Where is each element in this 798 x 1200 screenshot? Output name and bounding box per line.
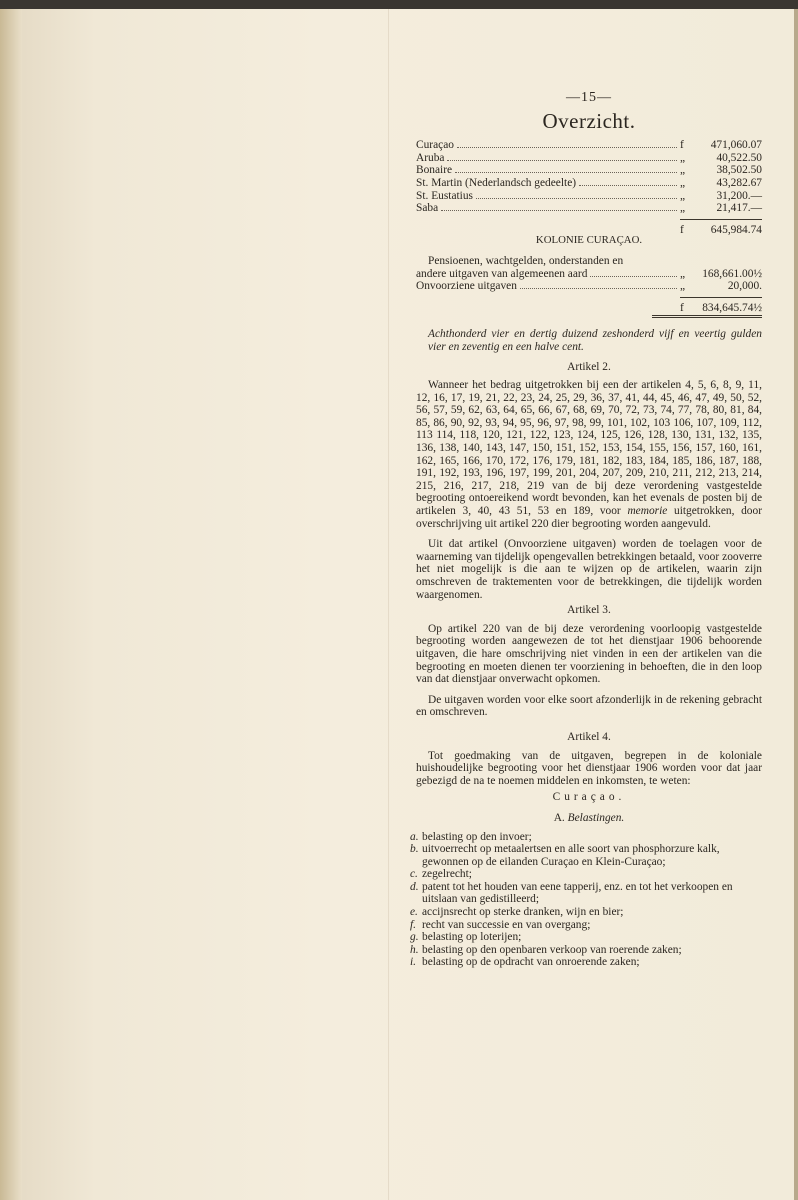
article-2-text-a: Wanneer het bedrag uitgetrokken bij een der artikelen 4, 5, 6, 8, 9, 11, 12, 16, 17, 19, 21, 22, 23, 24, 25, 29, 36, 37, 41, 44, 45, 46, 47, 49, 50, 52, 56, 57, 59, 62, 63, 64, 65, 66, 67, 68, 69, 70, 72, 73, 74, 77, 78, 80, 81, 84, 85, 86, 90, 92, 93, 94, 95, 96, 97, 98, 99, 101, 102, 103 106, 107, 109, 112, 113 114, 118, 120, 121, 122, 123, 124, 125, 126, 128, 130, 131, 132, 135, 136, 138, 140, 143, 147, 150, 151, 152, 153, 154, 155, 156, 157, 160, 161, 162, 165, 166, 170, 172, 176, 179, 181, 182, 183, 184, 185, 186, 187, 188, 191, 192, 193, 196, 197, 199, 201, 204, 207, 209, 210, 211, 212, 213, 214, 215, 216, 217, 218, 219 van de bij deze verordening vastgestelde begrooting ontoereikend wordt bevonden, kan het evenals de posten bij de artikelen 3, 40, 43 51, 53 en 189, voor	[416, 379, 762, 518]
currency-sign: „	[680, 164, 686, 177]
list-item	[410, 918, 762, 932]
currency-sign: f	[680, 301, 684, 314]
overview-label: Aruba	[416, 151, 445, 164]
article-3-heading: Artikel 3.	[567, 604, 611, 617]
sum-rule	[680, 219, 762, 220]
overview-amount: 21,417.—	[716, 202, 762, 215]
list-text: belasting op loterijen;	[422, 931, 522, 944]
grand-total-row	[416, 302, 762, 315]
list-letter: g.	[410, 931, 419, 944]
unforeseen-amount: 20,000.	[727, 280, 762, 293]
colony-heading: KOLONIE CURAÇAO.	[535, 234, 643, 247]
grand-total: 834,645.74½	[702, 301, 762, 314]
colony-table	[416, 255, 762, 318]
overview-row	[416, 139, 762, 152]
overview-row	[416, 177, 762, 190]
tax-list	[410, 830, 762, 970]
overview-amount: 38,502.50	[716, 164, 762, 177]
overview-row	[416, 202, 762, 215]
page-number: —15—	[566, 90, 612, 105]
section-title: Belastingen.	[567, 811, 625, 824]
currency-sign: f	[680, 139, 684, 152]
overview-amount: 471,060.07	[710, 139, 762, 152]
overview-label: Curaçao	[416, 139, 454, 152]
currency-sign: „	[680, 151, 686, 164]
overview-row	[416, 152, 762, 165]
overview-label: St. Martin (Nederlandsch gedeelte)	[416, 176, 577, 189]
unforeseen-label: Onvoorziene uitgaven	[416, 280, 517, 293]
sum-rule	[680, 297, 762, 298]
currency-sign: „	[680, 280, 686, 293]
list-letter: f.	[410, 918, 417, 931]
list-letter: h.	[410, 943, 419, 956]
overview-amount: 40,522.50	[716, 151, 762, 164]
list-letter: e.	[410, 906, 418, 919]
list-item	[410, 931, 762, 944]
article-4-paragraph-1: Tot goedmaking van de uitgaven, begrepen in de koloniale huishoudelijke begrooting voor het dienstjaar 1906 worden voor dat jaar gebezigd de na te noemen middelen en inkomsten, te weten:	[416, 749, 762, 787]
list-text: zegelrecht;	[422, 868, 472, 881]
article-2-paragraph-2: Uit dat artikel (Onvoorziene uitgaven) worden de toelagen voor de waarneming van tijdelijk opengevallen betrekkingen betaald, voor zooverre het niet mogelijk is die aan te wijzen op de artikelen, waarin zijn omschreven de traktementen voor de betrekkingen, die tijdelijk worden waargenomen.	[416, 538, 762, 601]
list-text: accijnsrecht op sterke dranken, wijn en bier;	[422, 906, 624, 919]
list-text: belasting op de opdracht van onroerende zaken;	[422, 956, 640, 969]
overview-amount: 43,282.67	[716, 176, 762, 189]
list-text: patent tot het houden van eene tapperij, enz. en tot het verkoopen en uitslaan van gedistilleerd;	[422, 880, 733, 906]
list-text: belasting op den openbaren verkoop van roerende zaken;	[422, 943, 682, 956]
list-item	[410, 880, 762, 906]
currency-sign: „	[680, 267, 686, 280]
article-3-paragraph-1: Op artikel 220 van de bij deze verordening voorloopig vastgestelde begrooting worden aangewezen de tot het dienstjaar 1906 behoorende uitgaven, die hare omschrijving niet vinden in een der artikelen van die begrooting en moeten dienen ter voorziening in behoeften, die in den loop van dat dienstjaar onverwacht opkomen.	[416, 622, 762, 686]
pensions-label: andere uitgaven van algemeenen aard	[416, 267, 588, 280]
article-2-heading: Artikel 2.	[567, 360, 611, 373]
pensions-row	[416, 268, 762, 281]
list-item	[410, 943, 762, 957]
currency-sign: „	[680, 189, 686, 202]
list-letter: c.	[410, 868, 418, 881]
text-column	[410, 90, 762, 969]
section-heading	[416, 812, 762, 825]
currency-sign: „	[680, 176, 686, 189]
double-rule	[652, 315, 762, 318]
overview-amount: 31,200.—	[716, 189, 762, 202]
currency-sign: „	[680, 202, 686, 215]
page-right-edge	[794, 9, 798, 1200]
island-heading: Curaçao.	[552, 791, 626, 804]
list-text: belasting op den invoer;	[422, 830, 532, 843]
pensions-line-1: Pensioenen, wachtgelden, onderstanden en	[428, 254, 624, 267]
scanner-border	[0, 0, 798, 9]
overview-label: Bonaire	[416, 164, 453, 177]
list-letter: i.	[410, 956, 417, 969]
list-item	[410, 843, 762, 868]
overview-total: 645,984.74	[710, 223, 762, 236]
page-left-margin	[0, 9, 22, 1200]
article-3-paragraph-2: De uitgaven worden voor elke soort afzonderlijk in de rekening gebracht en omschreven.	[416, 693, 762, 719]
list-item	[410, 956, 762, 969]
list-item	[410, 868, 762, 881]
currency-sign: f	[680, 223, 684, 236]
list-letter: a.	[410, 830, 419, 843]
unforeseen-row	[416, 280, 762, 293]
page-title: Overzicht.	[542, 108, 636, 133]
overview-label: Saba	[416, 202, 439, 215]
list-text: recht van successie en van overgang;	[422, 918, 591, 931]
page-fold	[388, 9, 389, 1200]
article-2-text-b: uitgetrokken, door overschrijving uit artikel 220 dier begrooting worden aangevuld.	[416, 505, 762, 530]
list-letter: d.	[410, 880, 419, 893]
overview-row	[416, 190, 762, 203]
list-text: uitvoerrecht op metaalertsen en alle soort van phosphorzure kalk, gewonnen op de eilanden Curaçao en Klein-Curaçao;	[422, 843, 720, 868]
list-item	[410, 906, 762, 919]
overview-row	[416, 164, 762, 177]
overview-table	[416, 139, 762, 236]
total-in-words: Achthonderd vier en dertig duizend zeshonderd vijf en veertig gulden vier en zeventig en een halve cent.	[428, 328, 762, 353]
pensions-amount: 168,661.00½	[702, 267, 762, 280]
section-letter: A.	[553, 811, 565, 824]
list-letter: b.	[410, 843, 419, 856]
list-item	[410, 830, 762, 844]
article-2-text-italic: memorie	[627, 505, 668, 518]
overview-label: St. Eustatius	[416, 189, 473, 202]
article-4-heading: Artikel 4.	[567, 730, 611, 743]
article-2-paragraph-1	[416, 379, 762, 530]
